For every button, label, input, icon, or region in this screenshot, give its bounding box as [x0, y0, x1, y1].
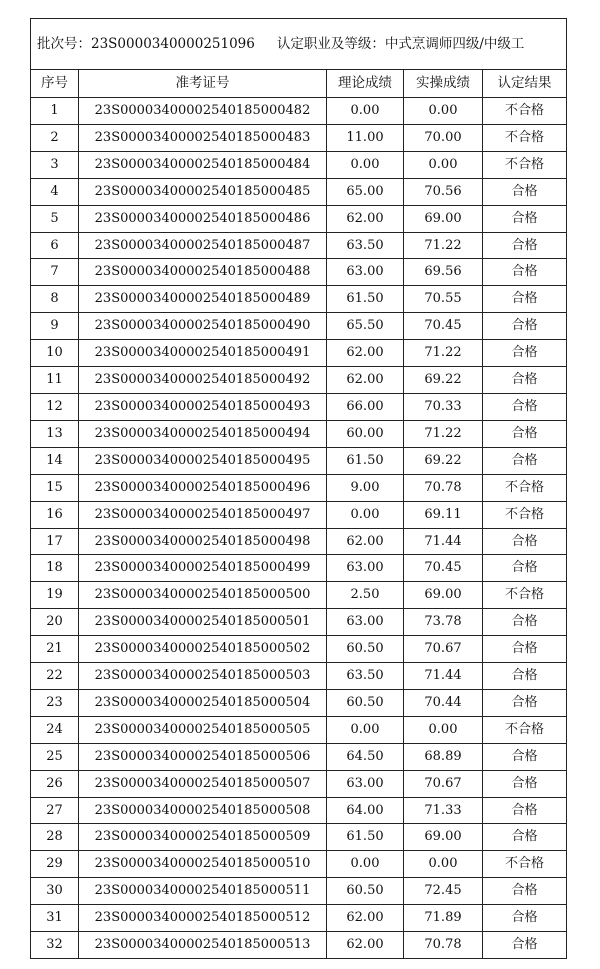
result: 合格 — [483, 636, 567, 663]
theory-score: 65.50 — [327, 313, 404, 340]
row-index: 8 — [31, 286, 79, 313]
profession-value: 中式烹调师四级/中级工 — [384, 36, 525, 52]
theory-score: 0.00 — [327, 151, 404, 178]
theory-score: 0.00 — [327, 851, 404, 878]
table-row — [31, 609, 567, 636]
theory-score: 61.50 — [327, 286, 404, 313]
row-index: 25 — [31, 743, 79, 770]
table-row — [31, 393, 567, 420]
result: 合格 — [483, 205, 567, 232]
row-index: 20 — [31, 609, 79, 636]
ticket-number: 23S00003400002540185000503 — [79, 663, 327, 690]
row-index: 28 — [31, 824, 79, 851]
result: 不合格 — [483, 501, 567, 528]
result: 合格 — [483, 447, 567, 474]
table-row — [31, 313, 567, 340]
row-index: 27 — [31, 797, 79, 824]
result: 合格 — [483, 555, 567, 582]
theory-score: 9.00 — [327, 474, 404, 501]
row-index: 4 — [31, 178, 79, 205]
theory-score: 63.00 — [327, 770, 404, 797]
practice-score: 69.22 — [404, 367, 483, 394]
table-row — [31, 824, 567, 851]
practice-score: 71.22 — [404, 232, 483, 259]
table-row — [31, 420, 567, 447]
row-index: 23 — [31, 689, 79, 716]
result: 合格 — [483, 878, 567, 905]
row-index: 15 — [31, 474, 79, 501]
theory-score: 66.00 — [327, 393, 404, 420]
result: 不合格 — [483, 851, 567, 878]
result: 不合格 — [483, 151, 567, 178]
practice-score: 70.45 — [404, 313, 483, 340]
batch-header-row — [31, 19, 567, 70]
row-index: 30 — [31, 878, 79, 905]
row-index: 24 — [31, 716, 79, 743]
result: 合格 — [483, 340, 567, 367]
batch-label: 批次号： — [37, 36, 91, 52]
result: 合格 — [483, 528, 567, 555]
row-index: 11 — [31, 367, 79, 394]
table-row — [31, 501, 567, 528]
ticket-number: 23S00003400002540185000499 — [79, 555, 327, 582]
theory-score: 62.00 — [327, 340, 404, 367]
ticket-number: 23S00003400002540185000493 — [79, 393, 327, 420]
column-header-practice: 实操成绩 — [404, 70, 483, 98]
ticket-number: 23S00003400002540185000494 — [79, 420, 327, 447]
row-index: 3 — [31, 151, 79, 178]
table-row — [31, 151, 567, 178]
practice-score: 71.89 — [404, 905, 483, 932]
theory-score: 11.00 — [327, 124, 404, 151]
table-row — [31, 582, 567, 609]
theory-score: 0.00 — [327, 98, 404, 125]
ticket-number: 23S00003400002540185000510 — [79, 851, 327, 878]
ticket-number: 23S00003400002540185000486 — [79, 205, 327, 232]
result: 合格 — [483, 743, 567, 770]
table-row — [31, 232, 567, 259]
practice-score: 70.55 — [404, 286, 483, 313]
practice-score: 70.67 — [404, 770, 483, 797]
result: 合格 — [483, 609, 567, 636]
practice-score: 69.22 — [404, 447, 483, 474]
row-index: 10 — [31, 340, 79, 367]
table-row — [31, 178, 567, 205]
practice-score: 70.45 — [404, 555, 483, 582]
table-row — [31, 340, 567, 367]
ticket-number: 23S00003400002540185000492 — [79, 367, 327, 394]
table-row — [31, 447, 567, 474]
theory-score: 2.50 — [327, 582, 404, 609]
theory-score: 61.50 — [327, 447, 404, 474]
ticket-number: 23S00003400002540185000509 — [79, 824, 327, 851]
row-index: 26 — [31, 770, 79, 797]
table-row — [31, 689, 567, 716]
result: 不合格 — [483, 124, 567, 151]
ticket-number: 23S00003400002540185000491 — [79, 340, 327, 367]
theory-score: 63.50 — [327, 663, 404, 690]
ticket-number: 23S00003400002540185000506 — [79, 743, 327, 770]
row-index: 12 — [31, 393, 79, 420]
result: 合格 — [483, 178, 567, 205]
profession-label: 认定职业及等级： — [276, 36, 385, 52]
theory-score: 0.00 — [327, 501, 404, 528]
result: 合格 — [483, 313, 567, 340]
table-row — [31, 878, 567, 905]
theory-score: 64.50 — [327, 743, 404, 770]
table-row — [31, 797, 567, 824]
row-index: 19 — [31, 582, 79, 609]
practice-score: 69.11 — [404, 501, 483, 528]
row-index: 2 — [31, 124, 79, 151]
row-index: 9 — [31, 313, 79, 340]
results-sheet — [30, 18, 566, 959]
result: 合格 — [483, 367, 567, 394]
result: 合格 — [483, 232, 567, 259]
ticket-number: 23S00003400002540185000511 — [79, 878, 327, 905]
practice-score: 70.00 — [404, 124, 483, 151]
result: 合格 — [483, 259, 567, 286]
ticket-number: 23S00003400002540185000496 — [79, 474, 327, 501]
table-row — [31, 259, 567, 286]
row-index: 16 — [31, 501, 79, 528]
table-row — [31, 555, 567, 582]
row-index: 17 — [31, 528, 79, 555]
result: 合格 — [483, 905, 567, 932]
table-row — [31, 663, 567, 690]
practice-score: 69.00 — [404, 582, 483, 609]
practice-score: 69.56 — [404, 259, 483, 286]
row-index: 1 — [31, 98, 79, 125]
ticket-number: 23S00003400002540185000488 — [79, 259, 327, 286]
result: 不合格 — [483, 474, 567, 501]
table-row — [31, 636, 567, 663]
practice-score: 70.56 — [404, 178, 483, 205]
result: 合格 — [483, 932, 567, 959]
ticket-number: 23S00003400002540185000505 — [79, 716, 327, 743]
theory-score: 0.00 — [327, 716, 404, 743]
practice-score: 70.78 — [404, 474, 483, 501]
column-header-theory: 理论成绩 — [327, 70, 404, 98]
practice-score: 70.78 — [404, 932, 483, 959]
row-index: 7 — [31, 259, 79, 286]
practice-score: 0.00 — [404, 716, 483, 743]
results-table — [30, 18, 567, 959]
row-index: 31 — [31, 905, 79, 932]
ticket-number: 23S00003400002540185000500 — [79, 582, 327, 609]
ticket-number: 23S00003400002540185000497 — [79, 501, 327, 528]
column-header-result: 认定结果 — [483, 70, 567, 98]
practice-score: 69.00 — [404, 824, 483, 851]
row-index: 32 — [31, 932, 79, 959]
ticket-number: 23S00003400002540185000487 — [79, 232, 327, 259]
table-row — [31, 367, 567, 394]
table-row — [31, 98, 567, 125]
ticket-number: 23S00003400002540185000512 — [79, 905, 327, 932]
practice-score: 70.67 — [404, 636, 483, 663]
result: 不合格 — [483, 716, 567, 743]
theory-score: 60.00 — [327, 420, 404, 447]
result: 合格 — [483, 286, 567, 313]
table-row — [31, 905, 567, 932]
result: 合格 — [483, 824, 567, 851]
practice-score: 71.44 — [404, 663, 483, 690]
row-index: 29 — [31, 851, 79, 878]
table-row — [31, 851, 567, 878]
table-row — [31, 124, 567, 151]
practice-score: 71.22 — [404, 420, 483, 447]
column-header-index: 序号 — [31, 70, 79, 98]
practice-score: 68.89 — [404, 743, 483, 770]
ticket-number: 23S00003400002540185000485 — [79, 178, 327, 205]
result: 不合格 — [483, 582, 567, 609]
result: 合格 — [483, 770, 567, 797]
ticket-number: 23S00003400002540185000484 — [79, 151, 327, 178]
ticket-number: 23S00003400002540185000504 — [79, 689, 327, 716]
theory-score: 64.00 — [327, 797, 404, 824]
practice-score: 71.44 — [404, 528, 483, 555]
theory-score: 63.50 — [327, 232, 404, 259]
table-row — [31, 205, 567, 232]
ticket-number: 23S00003400002540185000507 — [79, 770, 327, 797]
practice-score: 0.00 — [404, 98, 483, 125]
practice-score: 73.78 — [404, 609, 483, 636]
row-index: 14 — [31, 447, 79, 474]
practice-score: 72.45 — [404, 878, 483, 905]
result: 合格 — [483, 663, 567, 690]
ticket-number: 23S00003400002540185000489 — [79, 286, 327, 313]
ticket-number: 23S00003400002540185000501 — [79, 609, 327, 636]
theory-score: 60.50 — [327, 689, 404, 716]
ticket-number: 23S00003400002540185000502 — [79, 636, 327, 663]
ticket-number: 23S00003400002540185000483 — [79, 124, 327, 151]
practice-score: 0.00 — [404, 851, 483, 878]
ticket-number: 23S00003400002540185000495 — [79, 447, 327, 474]
theory-score: 60.50 — [327, 878, 404, 905]
theory-score: 63.00 — [327, 609, 404, 636]
theory-score: 63.00 — [327, 555, 404, 582]
practice-score: 71.22 — [404, 340, 483, 367]
result: 合格 — [483, 420, 567, 447]
table-row — [31, 528, 567, 555]
theory-score: 62.00 — [327, 205, 404, 232]
row-index: 22 — [31, 663, 79, 690]
result: 合格 — [483, 393, 567, 420]
table-row — [31, 770, 567, 797]
practice-score: 70.33 — [404, 393, 483, 420]
theory-score: 62.00 — [327, 528, 404, 555]
table-row — [31, 743, 567, 770]
practice-score: 71.33 — [404, 797, 483, 824]
theory-score: 62.00 — [327, 932, 404, 959]
practice-score: 69.00 — [404, 205, 483, 232]
theory-score: 65.00 — [327, 178, 404, 205]
result: 合格 — [483, 689, 567, 716]
ticket-number: 23S00003400002540185000490 — [79, 313, 327, 340]
ticket-number: 23S00003400002540185000508 — [79, 797, 327, 824]
table-row — [31, 932, 567, 959]
theory-score: 62.00 — [327, 367, 404, 394]
ticket-number: 23S00003400002540185000498 — [79, 528, 327, 555]
row-index: 5 — [31, 205, 79, 232]
results-body — [31, 98, 567, 959]
ticket-number: 23S00003400002540185000482 — [79, 98, 327, 125]
theory-score: 60.50 — [327, 636, 404, 663]
result: 合格 — [483, 797, 567, 824]
table-row — [31, 474, 567, 501]
theory-score: 62.00 — [327, 905, 404, 932]
batch-header-cell — [31, 19, 567, 70]
table-row — [31, 716, 567, 743]
ticket-number: 23S00003400002540185000513 — [79, 932, 327, 959]
row-index: 21 — [31, 636, 79, 663]
row-index: 6 — [31, 232, 79, 259]
column-header-row — [31, 70, 567, 98]
column-header-ticket: 准考证号 — [79, 70, 327, 98]
row-index: 18 — [31, 555, 79, 582]
theory-score: 63.00 — [327, 259, 404, 286]
practice-score: 70.44 — [404, 689, 483, 716]
table-row — [31, 286, 567, 313]
batch-number: 23S0000340000251096 — [91, 36, 255, 52]
practice-score: 0.00 — [404, 151, 483, 178]
result: 不合格 — [483, 98, 567, 125]
row-index: 13 — [31, 420, 79, 447]
theory-score: 61.50 — [327, 824, 404, 851]
